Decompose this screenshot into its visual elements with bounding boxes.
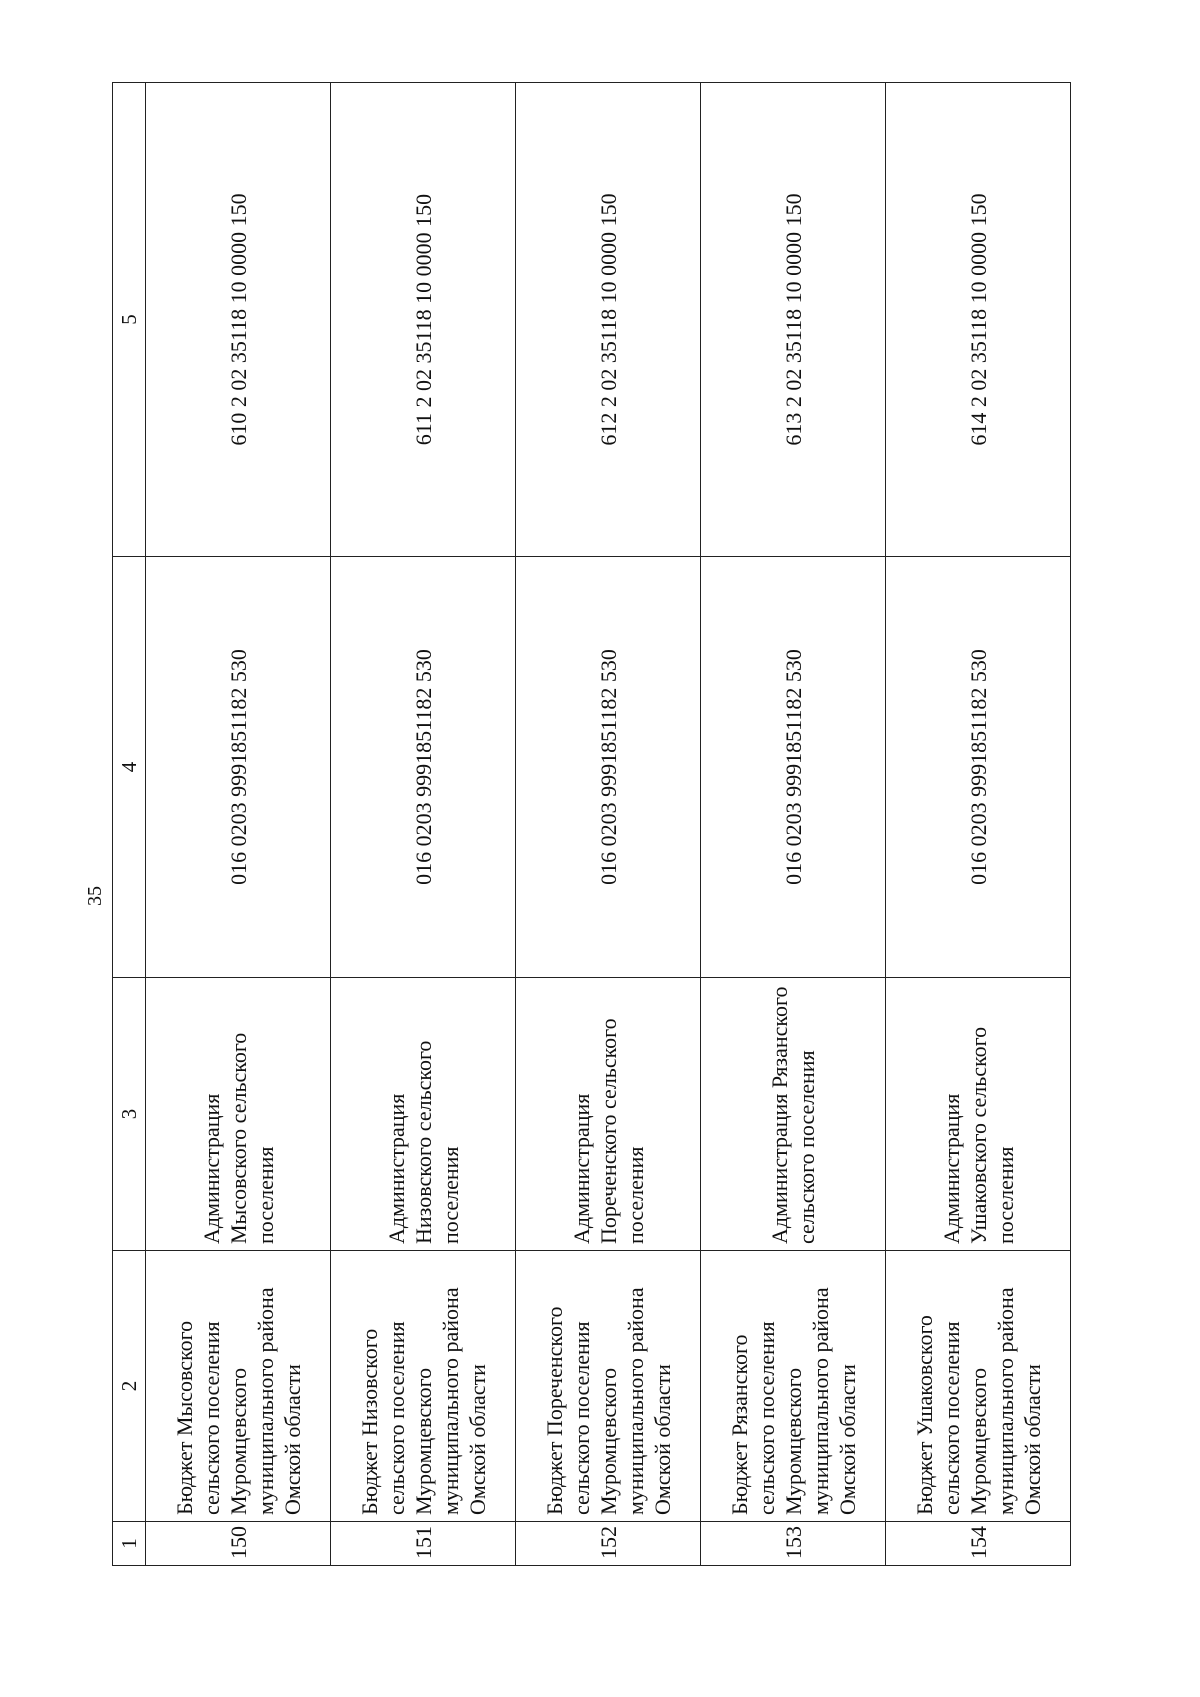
administrator-name: Администрация Пореченского сельского поселения: [516, 978, 701, 1251]
administrator-name: Администрация Ушаковского сельского поселения: [886, 978, 1071, 1251]
table-row: [146, 83, 331, 1566]
revenue-code: 610 2 02 35118 10 0000 150: [146, 83, 331, 557]
budget-name: Бюджет Мысовского сельского поселения Муромцевского муниципального района Омской области: [146, 1251, 331, 1522]
row-number: 151: [331, 1522, 516, 1566]
budget-table: [112, 82, 1071, 1566]
header-row: [113, 83, 146, 1566]
revenue-code: 612 2 02 35118 10 0000 150: [516, 83, 701, 557]
budget-name: Бюджет Низовского сельского поселения Муромцевского муниципального района Омской области: [331, 1251, 516, 1522]
column-header-5: 5: [113, 83, 146, 557]
row-number: 154: [886, 1522, 1071, 1566]
table-row: [886, 83, 1071, 1566]
column-header-1: 1: [113, 1522, 146, 1566]
table-row: [701, 83, 886, 1566]
row-number: 150: [146, 1522, 331, 1566]
budget-name: Бюджет Рязанского сельского поселения Муромцевского муниципального района Омской области: [701, 1251, 886, 1522]
revenue-code: 614 2 02 35118 10 0000 150: [886, 83, 1071, 557]
budget-name: Бюджет Ушаковского сельского поселения Муромцевского муниципального района Омской области: [886, 1251, 1071, 1522]
row-number: 152: [516, 1522, 701, 1566]
expense-code: 016 0203 9991851182 530: [886, 557, 1071, 978]
expense-code: 016 0203 9991851182 530: [516, 557, 701, 978]
administrator-name: Администрация Мысовского сельского поселения: [146, 978, 331, 1251]
administrator-name: Администрация Рязанского сельского поселения: [701, 978, 886, 1251]
expense-code: 016 0203 9991851182 530: [146, 557, 331, 978]
administrator-name: Администрация Низовского сельского поселения: [331, 978, 516, 1251]
column-header-4: 4: [113, 557, 146, 978]
column-header-3: 3: [113, 978, 146, 1251]
revenue-code: 611 2 02 35118 10 0000 150: [331, 83, 516, 557]
row-number: 153: [701, 1522, 886, 1566]
page-number: 35: [84, 886, 106, 906]
budget-name: Бюджет Пореченского сельского поселения Муромцевского муниципального района Омской области: [516, 1251, 701, 1522]
table-row: [516, 83, 701, 1566]
column-header-2: 2: [113, 1251, 146, 1522]
expense-code: 016 0203 9991851182 530: [331, 557, 516, 978]
revenue-code: 613 2 02 35118 10 0000 150: [701, 83, 886, 557]
rotated-page: [84, 83, 1072, 1566]
table-row: [331, 83, 516, 1566]
expense-code: 016 0203 9991851182 530: [701, 557, 886, 978]
